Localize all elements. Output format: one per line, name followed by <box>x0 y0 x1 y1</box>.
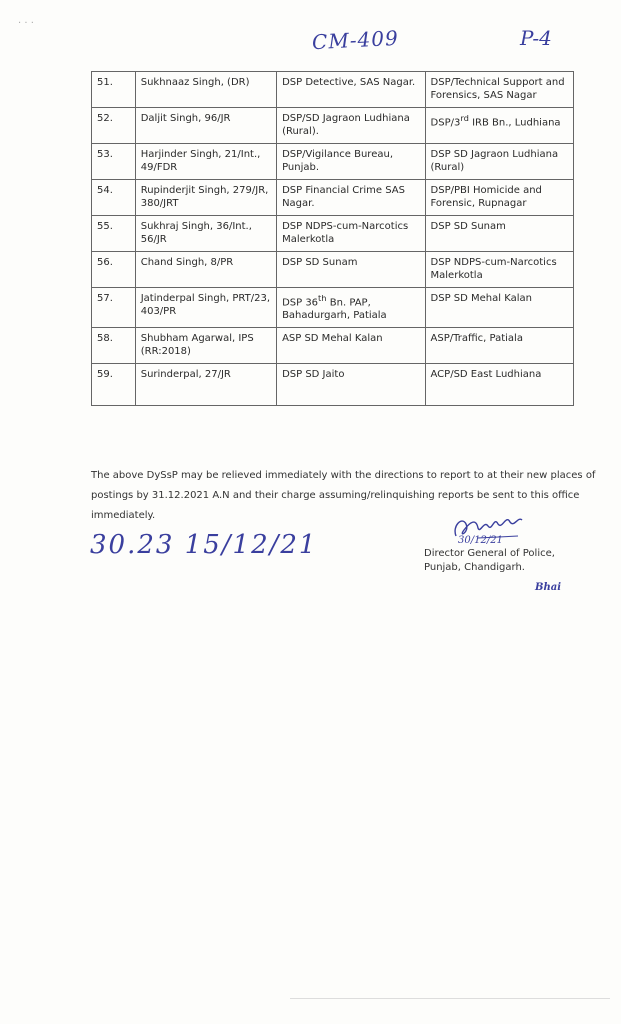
serial-number: 53. <box>92 144 136 180</box>
table-row <box>92 328 574 364</box>
serial-number: 51. <box>92 72 136 108</box>
serial-number: 52. <box>92 108 136 144</box>
new-posting-suffix: IRB Bn., Ludhiana <box>468 117 561 129</box>
new-posting: DSP SD Sunam <box>425 216 573 252</box>
present-posting: ASP SD Mehal Kalan <box>277 328 425 364</box>
instruction-paragraph: The above DySsP may be relieved immediately with the directions to report to at their new places of postings by 31.12.2021 A.N and their charge assuming/relinquishing reports be sent to this office immediately. <box>91 470 596 521</box>
serial-number: 55. <box>92 216 136 252</box>
officer-name: Chand Singh, 8/PR <box>135 252 276 288</box>
new-posting: DSP/Technical Support and Forensics, SAS Nagar <box>425 72 573 108</box>
table-row <box>92 180 574 216</box>
present-posting: DSP Financial Crime SAS Nagar. <box>277 180 425 216</box>
present-posting: DSP NDPS-cum-Narcotics Malerkotla <box>277 216 425 252</box>
handwritten-page-number: P-4 <box>520 26 552 50</box>
present-posting <box>277 288 425 328</box>
table-row <box>92 364 574 406</box>
officer-name: Sukhraj Singh, 36/Int., 56/JR <box>135 216 276 252</box>
present-posting: DSP SD Sunam <box>277 252 425 288</box>
serial-number: 56. <box>92 252 136 288</box>
officer-name: Shubham Agarwal, IPS (RR:2018) <box>135 328 276 364</box>
serial-number: 57. <box>92 288 136 328</box>
table-row <box>92 288 574 328</box>
new-posting: DSP/PBI Homicide and Forensic, Rupnagar <box>425 180 573 216</box>
postings-table <box>91 71 574 406</box>
handwritten-initials: Bhai <box>535 582 562 593</box>
handwritten-reference: CM-409 <box>311 25 400 55</box>
new-posting: DSP NDPS-cum-Narcotics Malerkotla <box>425 252 573 288</box>
officer-name: Rupinderjit Singh, 279/JR, 380/JRT <box>135 180 276 216</box>
table-row <box>92 72 574 108</box>
new-posting <box>425 108 573 144</box>
present-posting: DSP SD Jaito <box>277 364 425 406</box>
new-posting-prefix: DSP/3 <box>430 117 461 129</box>
serial-number: 59. <box>92 364 136 406</box>
serial-number: 54. <box>92 180 136 216</box>
present-posting: DSP/Vigilance Bureau, Punjab. <box>277 144 425 180</box>
ordinal-suffix: th <box>318 293 327 303</box>
new-posting: DSP SD Mehal Kalan <box>425 288 573 328</box>
serial-number: 58. <box>92 328 136 364</box>
table-row <box>92 252 574 288</box>
signature-date: 30/12/21 <box>458 535 503 546</box>
ordinal-suffix: rd <box>460 113 469 123</box>
officer-name: Harjinder Singh, 21/Int., 49/FDR <box>135 144 276 180</box>
officer-name: Surinderpal, 27/JR <box>135 364 276 406</box>
present-posting-prefix: DSP 36 <box>282 297 319 309</box>
officer-name: Daljit Singh, 96/JR <box>135 108 276 144</box>
new-posting: ASP/Traffic, Patiala <box>425 328 573 364</box>
present-posting-suffix: Bn. PAP, Bahadurgarh, Patiala <box>282 297 387 322</box>
handwritten-date: 30.23 15/12/21 <box>90 530 318 560</box>
table-row <box>92 108 574 144</box>
new-posting: ACP/SD East Ludhiana <box>425 364 573 406</box>
present-posting: DSP/SD Jagraon Ludhiana (Rural). <box>277 108 425 144</box>
officer-name: Sukhnaaz Singh, (DR) <box>135 72 276 108</box>
table-row <box>92 216 574 252</box>
present-posting: DSP Detective, SAS Nagar. <box>277 72 425 108</box>
scan-edge-line <box>290 998 610 999</box>
signatory-title: Director General of Police, <box>424 548 555 559</box>
table-row <box>92 144 574 180</box>
scan-marks: · · · <box>18 18 34 29</box>
officer-name: Jatinderpal Singh, PRT/23, 403/PR <box>135 288 276 328</box>
signatory-location: Punjab, Chandigarh. <box>424 562 525 573</box>
signature-block <box>424 547 555 575</box>
new-posting: DSP SD Jagraon Ludhiana (Rural) <box>425 144 573 180</box>
